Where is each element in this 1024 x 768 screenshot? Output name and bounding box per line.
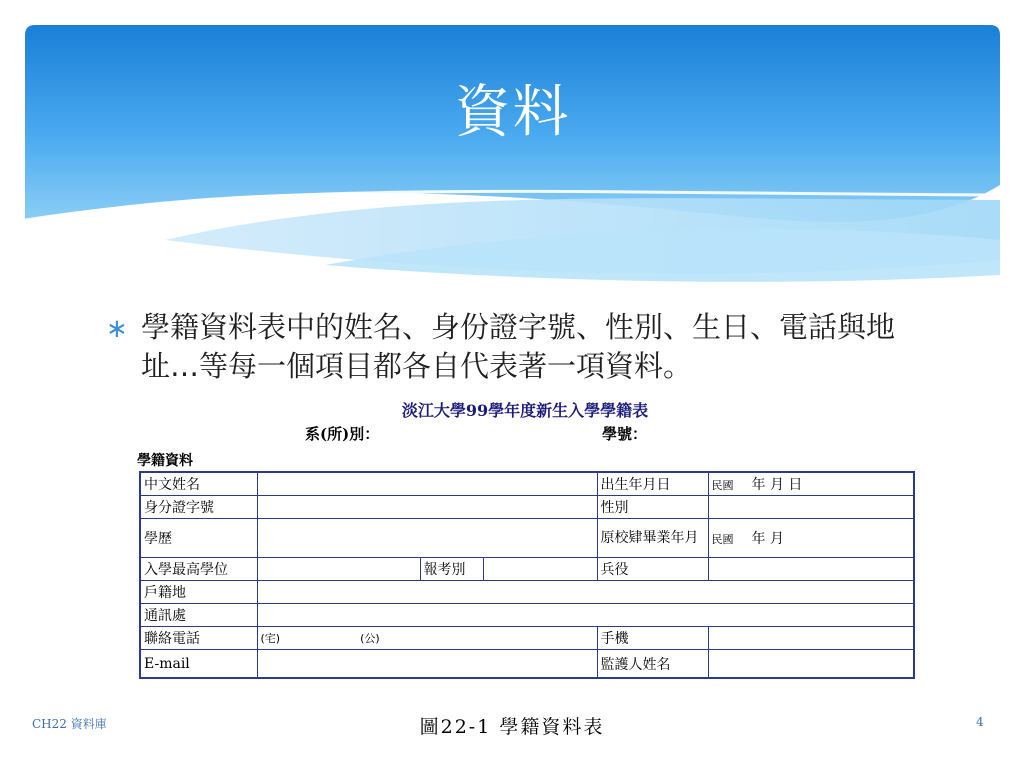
phone-value bbox=[257, 627, 597, 650]
birth-ymd: 年 月 日 bbox=[751, 477, 803, 493]
student-number-label: 學號： bbox=[602, 425, 648, 443]
id-label: 身分證字號 bbox=[140, 496, 257, 519]
page-number: 4 bbox=[976, 715, 984, 729]
footer-chapter: CH22 資料庫 bbox=[32, 717, 107, 731]
table-row bbox=[140, 627, 914, 650]
dept-label: 系(所)別： bbox=[305, 425, 380, 443]
household-value bbox=[257, 581, 914, 604]
table-row bbox=[140, 558, 914, 581]
birth-label: 出生年月日 bbox=[597, 472, 708, 496]
phone-label: 聯絡電話 bbox=[140, 627, 257, 650]
degree-label: 入學最高學位 bbox=[140, 558, 257, 581]
edu-label: 學歷 bbox=[140, 519, 257, 558]
mobile-label: 手機 bbox=[597, 627, 708, 650]
mailing-label: 通訊處 bbox=[140, 604, 257, 627]
military-value bbox=[708, 558, 914, 581]
bullet-text: 學籍資料表中的姓名、身份證字號、性別、生日、電話與地址…等每一個項目都各自代表著一項資料。 bbox=[141, 310, 896, 383]
form-title: 淡江大學99學年度新生入學學籍表 bbox=[401, 401, 649, 420]
student-record-table bbox=[139, 471, 915, 679]
birth-era: 民國 bbox=[711, 479, 734, 492]
name-value bbox=[257, 472, 597, 496]
grad-label: 原校肄畢業年月 bbox=[597, 519, 708, 558]
military-label: 兵役 bbox=[597, 558, 708, 581]
household-label: 戶籍地 bbox=[140, 581, 257, 604]
gender-value bbox=[708, 496, 914, 519]
degree-value bbox=[257, 558, 420, 581]
guardian-value bbox=[708, 650, 914, 679]
table-row bbox=[140, 604, 914, 627]
mobile-value bbox=[708, 627, 914, 650]
gender-label: 性別 bbox=[597, 496, 708, 519]
bullet-icon: ∗ bbox=[106, 314, 128, 344]
figure-caption: 圖22-1 學籍資料表 bbox=[419, 716, 605, 738]
table-row bbox=[140, 650, 914, 679]
birth-value bbox=[708, 472, 914, 496]
email-label: E-mail bbox=[140, 650, 257, 679]
grad-value bbox=[708, 519, 914, 558]
section-label: 學籍資料 bbox=[137, 453, 193, 469]
phone-office: (公) bbox=[360, 632, 380, 645]
mailing-value bbox=[257, 604, 914, 627]
exam-label: 報考別 bbox=[420, 558, 483, 581]
table-row bbox=[140, 519, 914, 558]
table-row bbox=[140, 496, 914, 519]
header-banner bbox=[25, 25, 1000, 283]
phone-home: (宅) bbox=[260, 632, 281, 645]
table-row bbox=[140, 581, 914, 604]
grad-ym: 年 月 bbox=[751, 531, 784, 547]
edu-value bbox=[257, 519, 597, 558]
exam-value bbox=[483, 558, 597, 581]
table-row bbox=[140, 472, 914, 496]
email-value bbox=[257, 650, 597, 679]
slide-title: 資料 bbox=[454, 80, 571, 145]
guardian-label: 監護人姓名 bbox=[597, 650, 708, 679]
grad-era: 民國 bbox=[711, 533, 734, 546]
name-label: 中文姓名 bbox=[140, 472, 257, 496]
id-value bbox=[257, 496, 597, 519]
